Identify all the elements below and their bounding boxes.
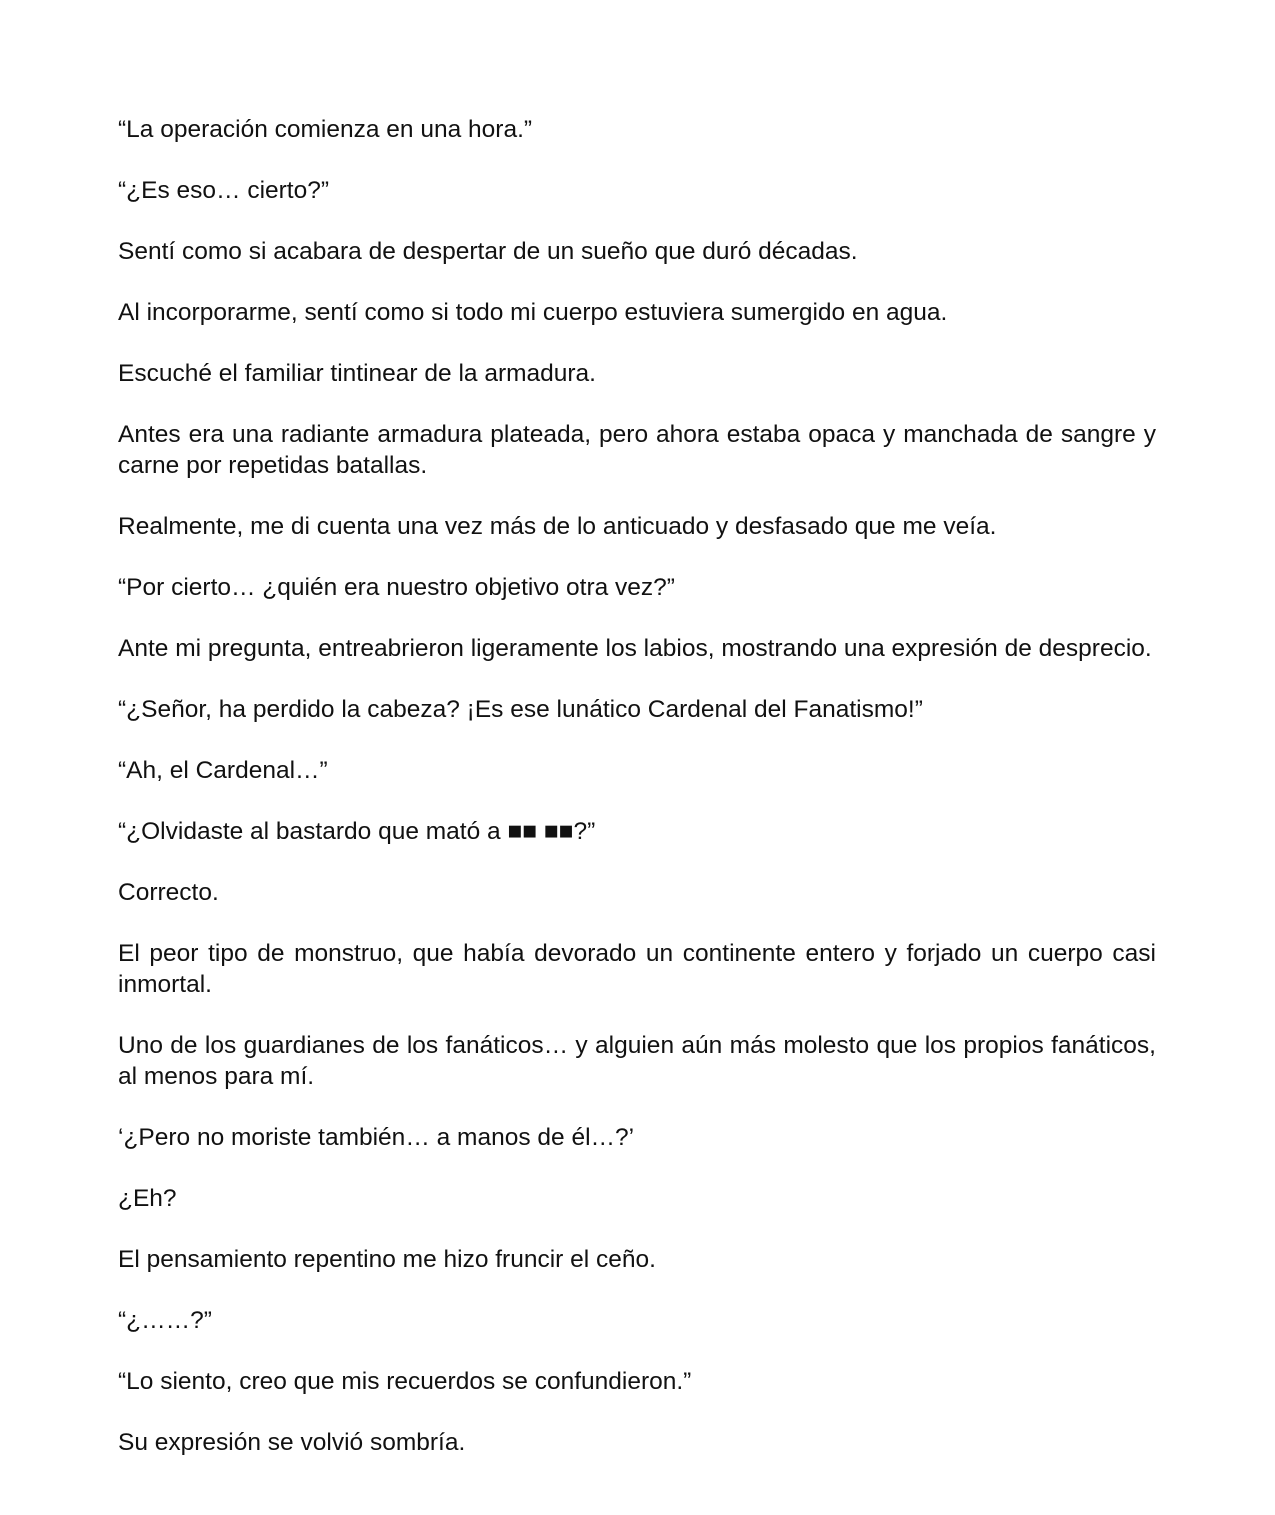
paragraph: Realmente, me di cuenta una vez más de lo anticuado y desfasado que me veía. [118, 513, 997, 540]
paragraph: “Ah, el Cardenal…” [118, 757, 328, 784]
paragraph: ‘¿Pero no moriste también… a manos de él…?’ [118, 1124, 635, 1151]
paragraph: “¿Es eso… cierto?” [118, 177, 330, 204]
paragraph: Al incorporarme, sentí como si todo mi cuerpo estuviera sumergido en agua. [118, 299, 948, 326]
paragraph: “¿Olvidaste al bastardo que mató a ■■ ■■?” [118, 818, 596, 845]
paragraph: Sentí como si acabara de despertar de un sueño que duró décadas. [118, 238, 858, 265]
paragraph: El pensamiento repentino me hizo fruncir el ceño. [118, 1246, 656, 1273]
paragraph: ¿Eh? [118, 1185, 177, 1212]
document-body [118, 114, 1156, 1458]
paragraph: “La operación comienza en una hora.” [118, 116, 533, 143]
paragraph: Su expresión se volvió sombría. [118, 1429, 466, 1456]
paragraph: Uno de los guardianes de los fanáticos… y alguien aún más molesto que los propios fanáticos, al menos para mí. [118, 1032, 1156, 1090]
paragraph: Correcto. [118, 879, 219, 906]
paragraph: “Lo siento, creo que mis recuerdos se confundieron.” [118, 1368, 692, 1395]
paragraph: El peor tipo de monstruo, que había devorado un continente entero y forjado un cuerpo casi inmortal. [118, 940, 1156, 998]
paragraph: “¿……?” [118, 1307, 212, 1334]
paragraph: “Por cierto… ¿quién era nuestro objetivo otra vez?” [118, 574, 675, 601]
paragraph: Escuché el familiar tintinear de la armadura. [118, 360, 596, 387]
paragraph: “¿Señor, ha perdido la cabeza? ¡Es ese lunático Cardenal del Fanatismo!” [118, 696, 923, 723]
paragraph: Ante mi pregunta, entreabrieron ligeramente los labios, mostrando una expresión de desprecio. [118, 635, 1152, 662]
paragraph: Antes era una radiante armadura plateada, pero ahora estaba opaca y manchada de sangre y carne por repetidas batallas. [118, 421, 1156, 479]
